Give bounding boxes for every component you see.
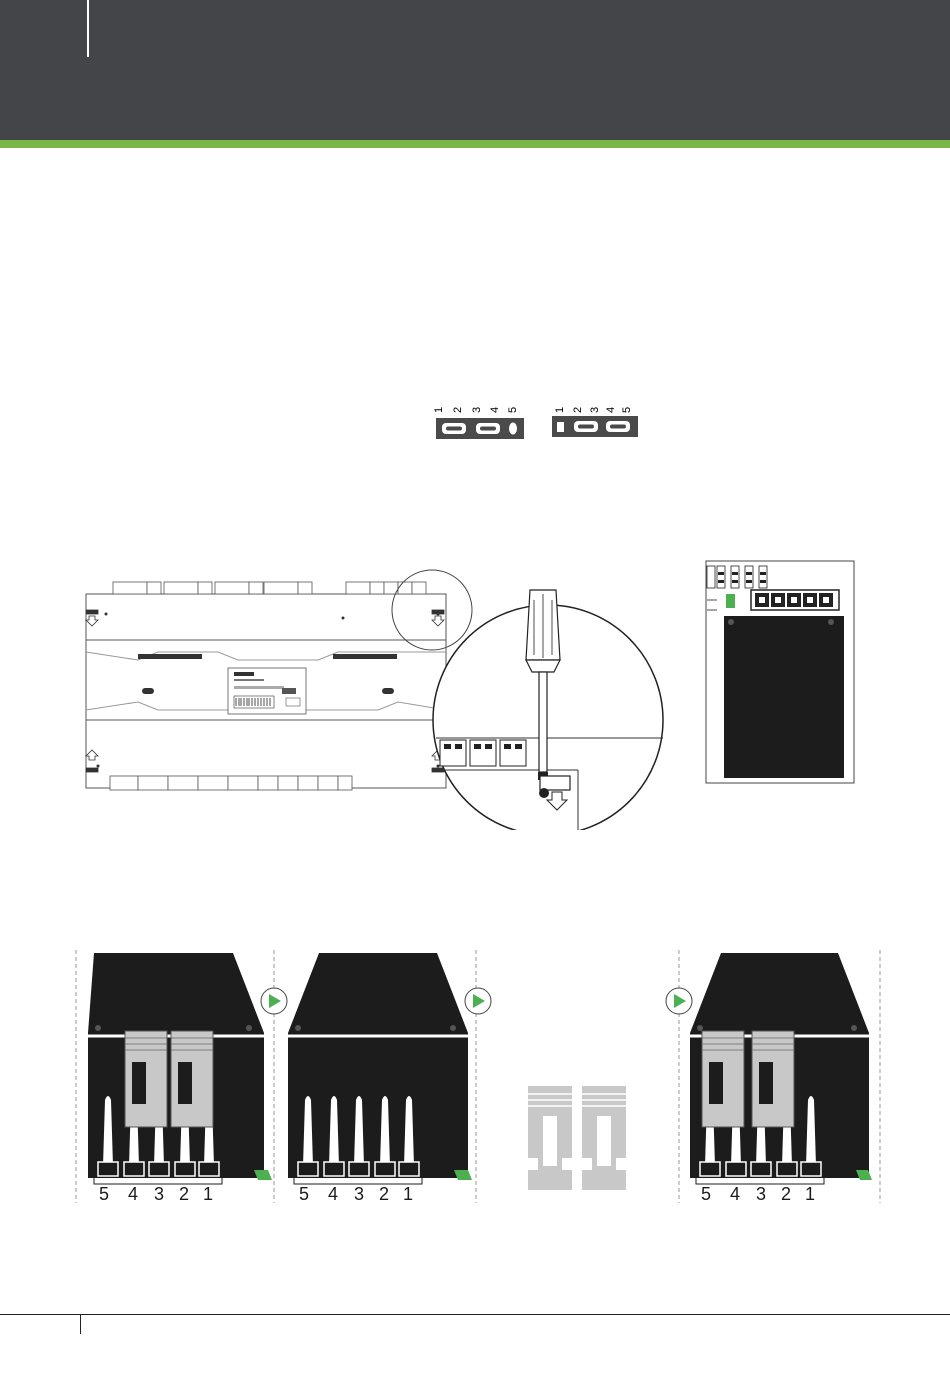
page-header	[0, 0, 950, 140]
pin-label: 4	[328, 1184, 339, 1204]
jumper-cap	[171, 1031, 213, 1127]
pin-label: 5	[99, 1184, 110, 1204]
board-corner-detail	[705, 560, 855, 785]
jumper-cap	[582, 1086, 626, 1190]
play-arrow-icon	[261, 988, 287, 1014]
top-terminals	[113, 582, 426, 594]
accent-line	[0, 140, 950, 148]
play-arrow-icon	[465, 988, 491, 1014]
pin-label: 2	[781, 1184, 792, 1204]
jumper-cap	[125, 1031, 167, 1127]
pin-number: 3	[589, 406, 601, 413]
pin-label: 5	[299, 1184, 310, 1204]
pin-number: 4	[605, 406, 617, 413]
pin-number: 5	[507, 406, 519, 413]
pin-number: 2	[572, 406, 584, 413]
jumper-steps-illustration	[70, 948, 885, 1208]
pin-label: 5	[701, 1184, 712, 1204]
pin-number: 1	[433, 406, 445, 413]
jumper-setting-left	[433, 407, 524, 439]
pin-label: 3	[756, 1184, 767, 1204]
pin-number: 2	[452, 406, 464, 413]
pin-label: 2	[379, 1184, 390, 1204]
pin-number: 1	[554, 406, 566, 413]
pin-label: 1	[203, 1184, 214, 1204]
play-arrow-icon	[666, 988, 692, 1014]
pin-label: 1	[403, 1184, 414, 1204]
step-2	[288, 953, 472, 1204]
footer-tick	[80, 1314, 81, 1334]
pin-label: 2	[179, 1184, 190, 1204]
pin-label: 4	[128, 1184, 139, 1204]
led-indicator	[726, 594, 735, 608]
jumper-cap	[528, 1086, 572, 1190]
jumper-settings-diagram	[430, 398, 650, 443]
jumper-cap	[702, 1031, 744, 1127]
board-module	[724, 616, 844, 778]
step-3	[528, 1086, 626, 1190]
jumper-setting-right	[552, 407, 638, 437]
footer-rule	[0, 1314, 950, 1315]
pin-number: 5	[621, 406, 633, 413]
controller-panel-illustration	[78, 560, 678, 830]
pin-label: 4	[730, 1184, 741, 1204]
step-1	[88, 953, 272, 1204]
pin-label: 1	[805, 1184, 816, 1204]
pin-number: 4	[489, 406, 501, 413]
header-rule	[87, 0, 89, 57]
pin-number: 3	[471, 406, 483, 413]
panel-label	[228, 668, 306, 714]
step-4	[690, 953, 872, 1204]
jumper-cap	[752, 1031, 794, 1127]
pin-label: 3	[354, 1184, 365, 1204]
pin-label: 3	[154, 1184, 165, 1204]
bottom-terminals	[110, 776, 352, 790]
